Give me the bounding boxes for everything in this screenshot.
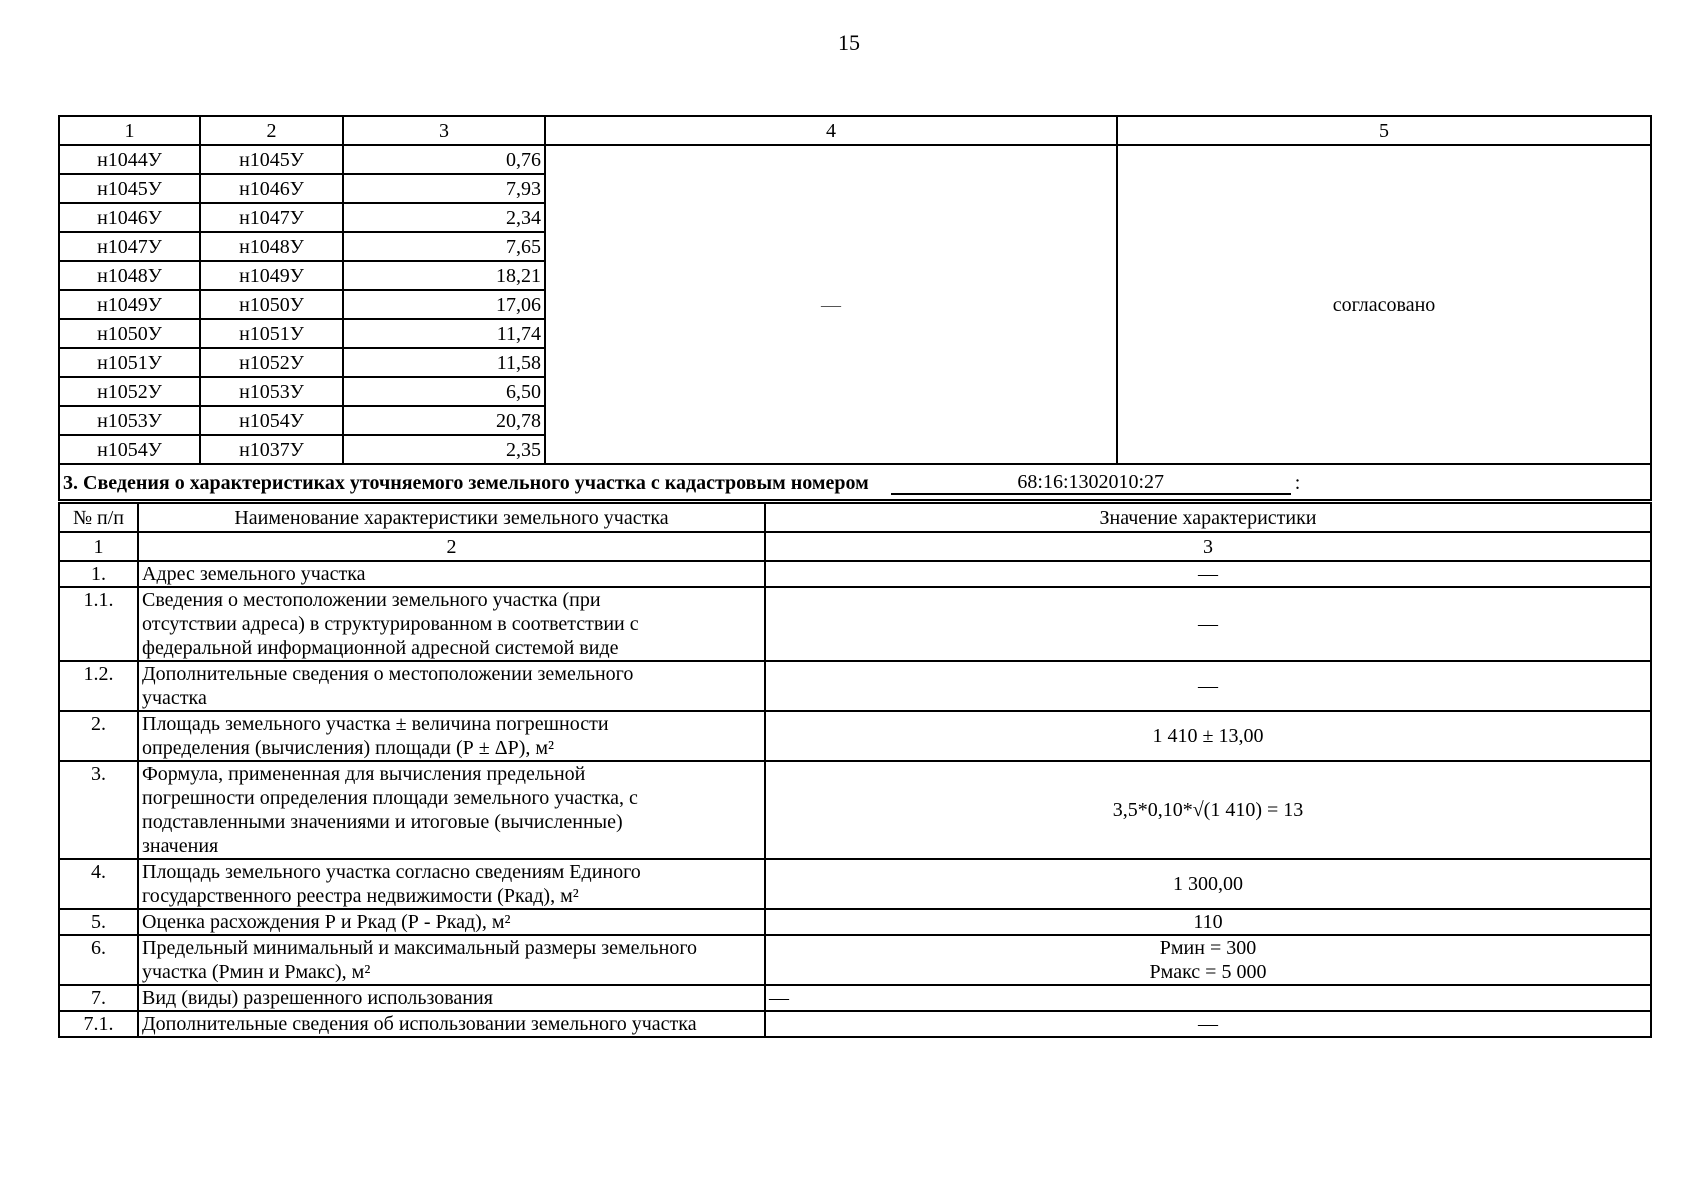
characteristic-value-line: Рмин = 300 xyxy=(1159,937,1257,959)
characteristics-table xyxy=(58,502,1652,1038)
length-cell: 2,34 xyxy=(343,203,545,232)
characteristic-name xyxy=(138,561,765,587)
characteristic-name xyxy=(138,1011,765,1037)
characteristic-name-line: определения (вычисления) площади (Р ± ΔР), м² xyxy=(142,737,555,759)
point-to-cell: н1052У xyxy=(200,348,343,377)
characteristic-value-line: Рмакс = 5 000 xyxy=(1149,961,1267,983)
page-number: 15 xyxy=(838,30,860,55)
table-index-row xyxy=(59,532,1651,561)
point-from-cell: н1047У xyxy=(59,232,200,261)
characteristic-name-line: федеральной информационной адресной системой виде xyxy=(142,637,619,659)
cadastral-number: 68:16:1302010:27 xyxy=(891,471,1291,495)
characteristic-value-line: 1 410 ± 13,00 xyxy=(1152,725,1264,747)
characteristic-name xyxy=(138,711,765,761)
row-number: 2. xyxy=(59,711,138,761)
characteristic-name-line: погрешности определения площади земельного участка, с xyxy=(142,787,638,809)
characteristic-value-line: 110 xyxy=(1193,911,1223,933)
characteristic-name-line: государственного реестра недвижимости (Ркад), м² xyxy=(142,885,579,907)
table-header-row xyxy=(59,503,1651,532)
characteristic-name-line: Предельный минимальный и максимальный размеры земельного xyxy=(142,937,698,959)
characteristic-value xyxy=(765,561,1651,587)
characteristic-value xyxy=(765,985,1651,1011)
length-cell: 6,50 xyxy=(343,377,545,406)
length-cell: 18,21 xyxy=(343,261,545,290)
table-row xyxy=(59,561,1651,587)
characteristic-value xyxy=(765,587,1651,661)
table-row xyxy=(59,935,1651,985)
table-row xyxy=(59,761,1651,859)
table-row xyxy=(59,587,1651,661)
table-row xyxy=(59,661,1651,711)
characteristic-name xyxy=(138,859,765,909)
characteristic-value xyxy=(765,661,1651,711)
header-cell: 3 xyxy=(343,116,545,145)
characteristic-value xyxy=(765,909,1651,935)
characteristic-name xyxy=(138,587,765,661)
point-to-cell: н1049У xyxy=(200,261,343,290)
header-cell: Значение характеристики xyxy=(765,503,1651,532)
point-to-cell: н1047У xyxy=(200,203,343,232)
length-cell: 11,58 xyxy=(343,348,545,377)
row-number: 1.2. xyxy=(59,661,138,711)
table-row xyxy=(59,909,1651,935)
length-cell: 11,74 xyxy=(343,319,545,348)
characteristic-name-line: участка xyxy=(142,687,207,709)
characteristic-value xyxy=(765,859,1651,909)
characteristic-value xyxy=(765,935,1651,985)
index-cell: 3 xyxy=(765,532,1651,561)
point-to-cell: н1050У xyxy=(200,290,343,319)
characteristic-name-line: Сведения о местоположении земельного участка (при xyxy=(142,589,601,611)
characteristic-name-line: Оценка расхождения Р и Ркад (Р - Ркад), м² xyxy=(142,911,511,933)
point-to-cell: н1051У xyxy=(200,319,343,348)
characteristic-name-line: Формула, примененная для вычисления предельной xyxy=(142,763,586,785)
point-to-cell: н1046У xyxy=(200,174,343,203)
characteristic-name-line: Дополнительные сведения о местоположении земельного xyxy=(142,663,634,685)
index-cell: 2 xyxy=(138,532,765,561)
characteristic-value-line: — xyxy=(769,987,789,1009)
length-cell: 7,65 xyxy=(343,232,545,261)
column-4-value: — xyxy=(545,145,1117,464)
point-from-cell: н1048У xyxy=(59,261,200,290)
header-cell: 4 xyxy=(545,116,1117,145)
characteristic-value xyxy=(765,761,1651,859)
point-from-cell: н1050У xyxy=(59,319,200,348)
point-from-cell: н1051У xyxy=(59,348,200,377)
header-cell: № п/п xyxy=(59,503,138,532)
characteristic-value-line: — xyxy=(1198,563,1218,585)
row-number: 1. xyxy=(59,561,138,587)
section-3-cell xyxy=(59,464,1651,500)
point-from-cell: н1044У xyxy=(59,145,200,174)
point-from-cell: н1052У xyxy=(59,377,200,406)
characteristic-value-line: — xyxy=(1198,675,1218,697)
row-number: 6. xyxy=(59,935,138,985)
characteristic-name-line: Вид (виды) разрешенного использования xyxy=(142,987,493,1009)
row-number: 3. xyxy=(59,761,138,859)
point-from-cell: н1053У xyxy=(59,406,200,435)
characteristic-value-line: 1 300,00 xyxy=(1173,873,1243,895)
characteristic-name-line: отсутствии адреса) в структурированном в соответствии с xyxy=(142,613,639,635)
header-cell: Наименование характеристики земельного участка xyxy=(138,503,765,532)
characteristic-value-line: — xyxy=(1198,1013,1218,1035)
row-number: 1.1. xyxy=(59,587,138,661)
point-to-cell: н1037У xyxy=(200,435,343,464)
row-number: 7.1. xyxy=(59,1011,138,1037)
characteristic-name-line: подставленными значениями и итоговые (вычисленные) xyxy=(142,811,623,833)
header-cell: 2 xyxy=(200,116,343,145)
row-number: 4. xyxy=(59,859,138,909)
characteristic-name-line: Площадь земельного участка согласно сведениям Единого xyxy=(142,861,641,883)
approval-status: согласовано xyxy=(1117,145,1651,464)
point-from-cell: н1054У xyxy=(59,435,200,464)
index-cell: 1 xyxy=(59,532,138,561)
point-from-cell: н1049У xyxy=(59,290,200,319)
characteristic-name-line: участка (Рмин и Рмакс), м² xyxy=(142,961,371,983)
section-suffix: : xyxy=(1294,471,1301,494)
table-row xyxy=(59,859,1651,909)
characteristic-name xyxy=(138,935,765,985)
header-cell: 5 xyxy=(1117,116,1651,145)
characteristic-name-line: Дополнительные сведения об использовании земельного участка xyxy=(142,1013,697,1035)
point-to-cell: н1048У xyxy=(200,232,343,261)
section-title: 3. Сведения о характеристиках уточняемого земельного участка с кадастровым номером xyxy=(63,471,869,494)
point-from-cell: н1046У xyxy=(59,203,200,232)
point-from-cell: н1045У xyxy=(59,174,200,203)
table-row xyxy=(59,145,1651,174)
length-cell: 2,35 xyxy=(343,435,545,464)
length-cell: 0,76 xyxy=(343,145,545,174)
point-to-cell: н1054У xyxy=(200,406,343,435)
table-row xyxy=(59,1011,1651,1037)
characteristic-value xyxy=(765,1011,1651,1037)
section-3-row xyxy=(59,464,1651,500)
characteristic-name xyxy=(138,909,765,935)
characteristic-name xyxy=(138,661,765,711)
characteristic-name xyxy=(138,761,765,859)
length-cell: 20,78 xyxy=(343,406,545,435)
characteristic-name-line: Адрес земельного участка xyxy=(142,563,366,585)
row-number: 7. xyxy=(59,985,138,1011)
point-to-cell: н1045У xyxy=(200,145,343,174)
table-header-row xyxy=(59,116,1651,145)
characteristic-name-line: значения xyxy=(142,835,219,857)
point-to-cell: н1053У xyxy=(200,377,343,406)
characteristic-value-line: — xyxy=(1198,613,1218,635)
boundary-parts-table xyxy=(58,115,1652,501)
length-cell: 17,06 xyxy=(343,290,545,319)
characteristic-name-line: Площадь земельного участка ± величина погрешности xyxy=(142,713,609,735)
characteristic-name xyxy=(138,985,765,1011)
row-number: 5. xyxy=(59,909,138,935)
table-row xyxy=(59,985,1651,1011)
length-cell: 7,93 xyxy=(343,174,545,203)
characteristic-value xyxy=(765,711,1651,761)
characteristic-value-line: 3,5*0,10*√(1 410) = 13 xyxy=(1112,799,1304,821)
header-cell: 1 xyxy=(59,116,200,145)
table-row xyxy=(59,711,1651,761)
